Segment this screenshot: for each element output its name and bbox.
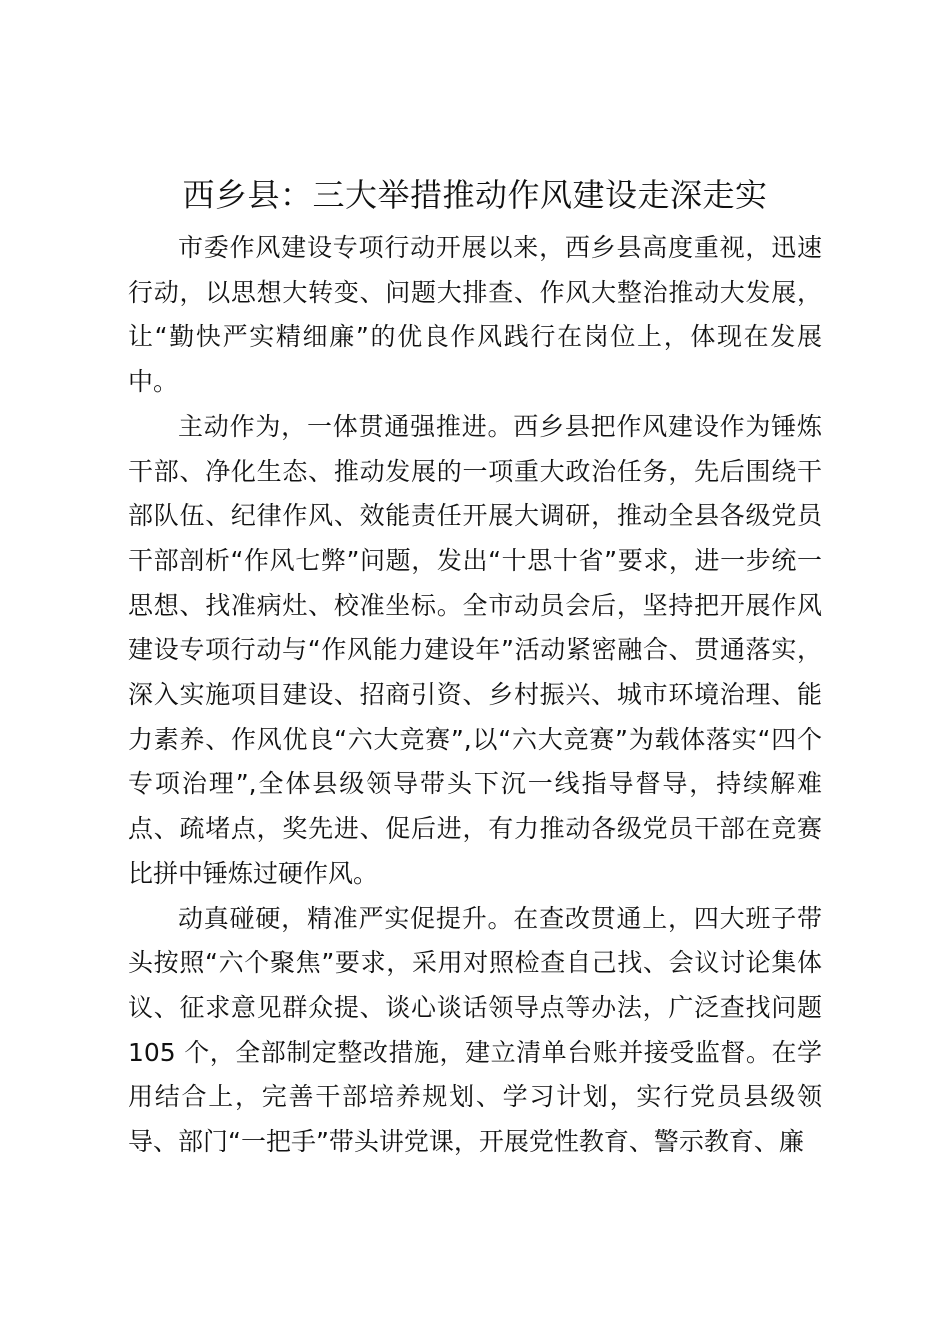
paragraph-active-action: 主动作为，一体贯通强推进。西乡县把作风建设作为锤炼干部、净化生态、推动发展的一项重大政治任务，先后围绕干部队伍、纪律作风、效能责任开展大调研，推动全县各级党员干部剖析“作风七弊”问题，发出“十思十省”要求，进一步统一思想、找准病灶、校准坐标。全市动员会后，坚持把开展作风建设专项行动与“作风能力建设年”活动紧密融合、贯通落实，深入实施项目建设、招商引资、乡村振兴、城市环境治理、能力素养、作风优良“六大竞赛”,以“六大竞赛”为载体落实“四个专项治理”,全体县级领导带头下沉一线指导督导，持续解难点、疏堵点，奖先进、促后进，有力推动各级党员干部在竞赛比拼中锤炼过硬作风。	[128, 411, 822, 888]
document-title: 西乡县：三大举措推动作风建设走深走实	[182, 176, 768, 214]
paragraph-real-action: 动真碰硬，精准严实促提升。在查改贯通上，四大班子带头按照“六个聚焦”要求，采用对照检查自己找、会议讨论集体议、征求意见群众提、谈心谈话领导点等办法，广泛查找问题 105 个，全部制定整改措施，建立清单台账并接受监督。在学用结合上，完善干部培养规划、学习计划，实行党员县级领导、部门“一把手”带头讲党课，开展党性教育、警示教育、廉	[128, 903, 822, 1157]
document-page	[128, 170, 822, 1165]
paragraph-intro: 市委作风建设专项行动开展以来，西乡县高度重视，迅速行动，以思想大转变、问题大排查、作风大整治推动大发展，让“勤快严实精细廉”的优良作风践行在岗位上，体现在发展中。	[128, 233, 822, 397]
